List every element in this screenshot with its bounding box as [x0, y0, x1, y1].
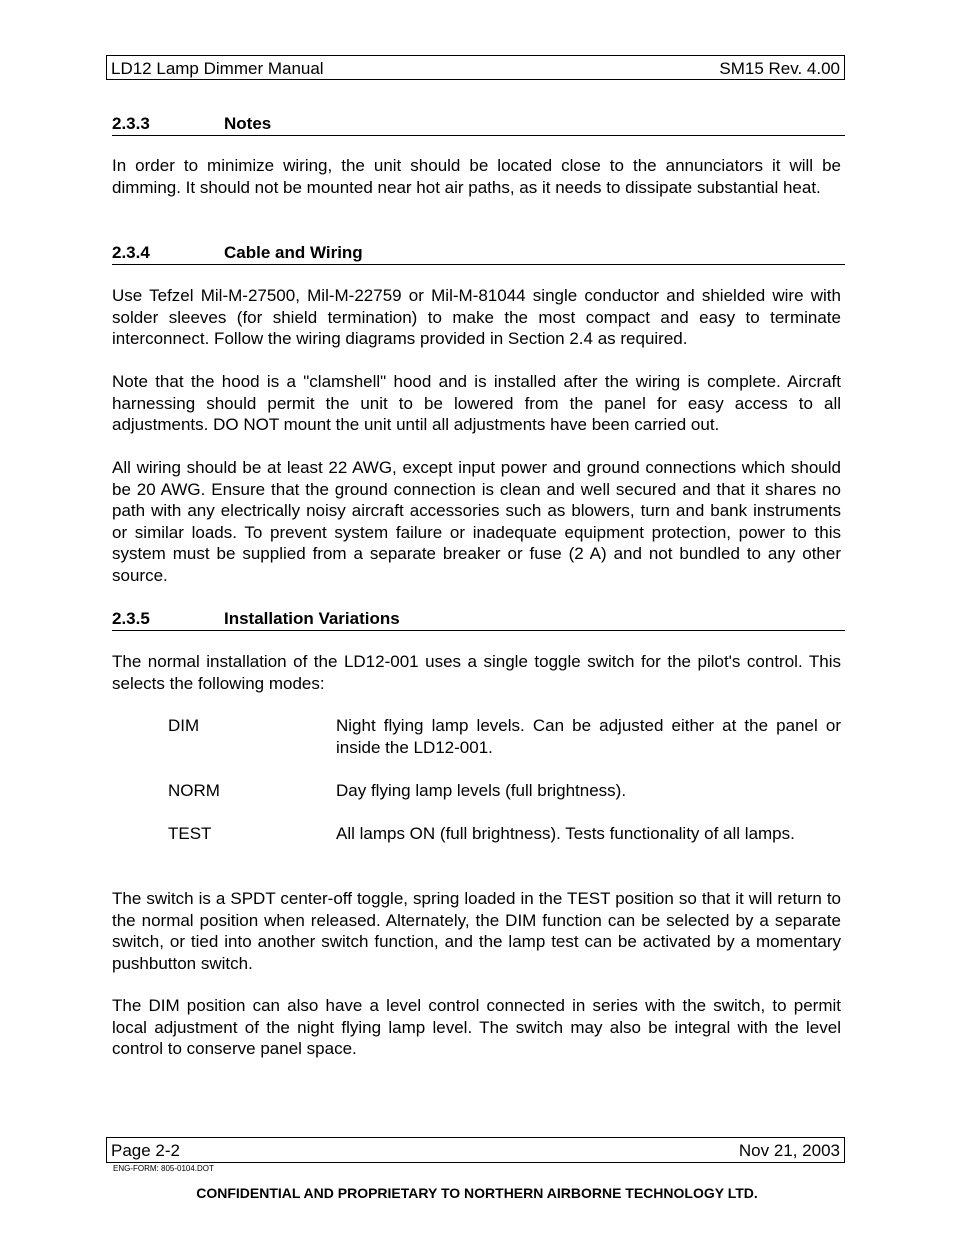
section-heading-installation-variations: [112, 608, 845, 631]
wiring-paragraph-3: All wiring should be at least 22 AWG, except input power and ground connections which should be 20 AWG. Ensure that the ground connection is clean and well secured and that it shares no path with any electrically noisy aircraft accessories such as blowers, turn and bank instruments or similar loads. To prevent system failure or inadequate equipment protection, power to this system must be supplied from a separate breaker or fuse (2 A) and not bundled to any other source.: [112, 458, 841, 585]
page-date: Nov 21, 2003: [738, 1141, 840, 1160]
section-title: Installation Variations: [224, 609, 400, 628]
variations-intro-paragraph: The normal installation of the LD12-001 uses a single toggle switch for the pilot's control. This selects the following modes:: [112, 652, 841, 693]
confidentiality-notice: CONFIDENTIAL AND PROPRIETARY TO NORTHERN AIRBORNE TECHNOLOGY LTD.: [196, 1185, 758, 1201]
page-header: [106, 55, 845, 80]
page-footer: [106, 1137, 845, 1163]
dim-level-paragraph: The DIM position can also have a level control connected in series with the switch, to permit local adjustment of the night flying lamp level. The switch may also be integral with the level control to conserve panel space.: [112, 996, 841, 1058]
section-title: Cable and Wiring: [224, 243, 363, 262]
form-identifier: ENG-FORM: 805-0104.DOT: [113, 1164, 214, 1173]
section-number: 2.3.5: [112, 609, 150, 628]
section-number: 2.3.4: [112, 243, 150, 262]
notes-paragraph: In order to minimize wiring, the unit should be located close to the annunciators it will be dimming. It should not be mounted near hot air paths, as it needs to dissipate substantial heat.: [112, 156, 841, 197]
switch-paragraph: The switch is a SPDT center-off toggle, spring loaded in the TEST position so that it will return to the normal position when released. Alternately, the DIM function can be selected by a separate switch, or tied into another switch function, and the lamp test can be activated by a momentary pushbutton switch.: [112, 889, 841, 973]
mode-label-test: TEST: [168, 824, 212, 843]
mode-label-dim: DIM: [168, 716, 200, 735]
document-revision: SM15 Rev. 4.00: [719, 59, 840, 78]
mode-label-norm: NORM: [168, 781, 220, 800]
mode-description-test: All lamps ON (full brightness). Tests functionality of all lamps.: [336, 824, 795, 843]
mode-description-dim: Night flying lamp levels. Can be adjusted either at the panel or inside the LD12-001.: [336, 716, 841, 757]
mode-description-norm: Day flying lamp levels (full brightness).: [336, 781, 627, 800]
page-number: Page 2-2: [111, 1141, 180, 1160]
section-title: Notes: [224, 114, 272, 133]
wiring-paragraph-1: Use Tefzel Mil-M-27500, Mil-M-22759 or Mil-M-81044 single conductor and shielded wire with solder sleeves (for shield termination) to make the most compact and easy to terminate interconnect. Follow the wiring diagrams provided in Section 2.4 as required.: [112, 286, 841, 348]
wiring-paragraph-2: Note that the hood is a "clamshell" hood and is installed after the wiring is complete. Aircraft harnessing should permit the unit to be lowered from the panel for easy access to all adjustments. DO NOT mount the unit until all adjustments have been carried out.: [112, 372, 841, 434]
section-number: 2.3.3: [112, 114, 150, 133]
section-heading-notes: [112, 113, 845, 136]
section-heading-cable-wiring: [112, 242, 845, 265]
manual-title: LD12 Lamp Dimmer Manual: [111, 59, 324, 78]
